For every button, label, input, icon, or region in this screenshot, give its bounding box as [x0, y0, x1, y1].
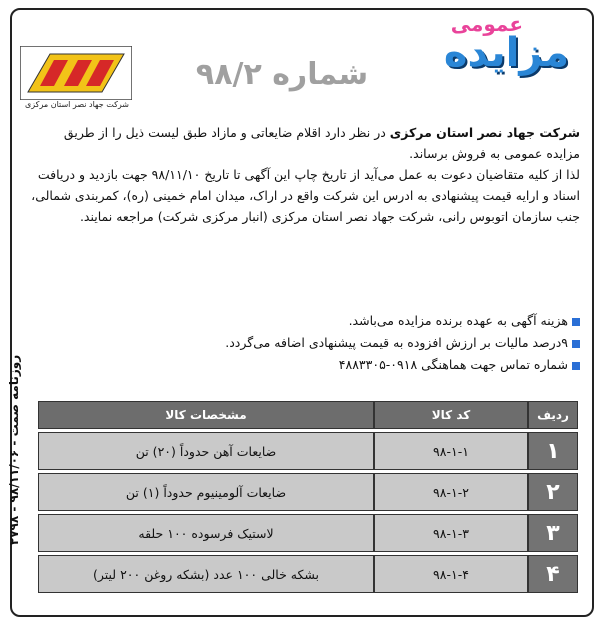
note-ad-cost-text: هزینه آگهی به عهده برنده مزایده می‌باشد.: [348, 313, 568, 328]
item-spec: بشکه خالی ۱۰۰ عدد (بشکه روغن ۲۰۰ لیتر): [38, 555, 374, 593]
table-row: [38, 473, 578, 511]
item-spec: ضایعات آلومینیوم حدوداً (۱) تن: [38, 473, 374, 511]
header-item-code: کد کالا: [374, 401, 528, 429]
intro-paragraph: [28, 122, 580, 164]
auction-badge: [405, 12, 585, 92]
note-phone: [28, 354, 580, 375]
table-row: [38, 432, 578, 470]
row-number: ۴: [528, 555, 578, 593]
bullet-icon: [572, 340, 580, 348]
badge-public: عمومی: [450, 12, 523, 36]
table-header-row: [38, 401, 578, 429]
item-code: ۹۸-۱-۲: [374, 473, 528, 511]
note-phone-text: شماره تماس جهت هماهنگی ۰۹۱۸-۴۸۸۳۳۰۵: [338, 357, 568, 372]
logo-caption: شرکت جهاد نصر استان مرکزی: [25, 100, 129, 109]
header-item-spec: مشخصات کالا: [38, 401, 374, 429]
row-number: ۱: [528, 432, 578, 470]
note-vat: [28, 332, 580, 353]
intro-text: در نظر دارد اقلام ضایعاتی و مازاد طبق لیست ذیل را از طریق مزایده عمومی به فروش برساند.: [63, 125, 580, 161]
invitation-paragraph: لذا از کلیه متقاضیان دعوت به عمل می‌آید از تاریخ چاپ این آگهی تا تاریخ ۹۸/۱۱/۱۰ جهت بازدید و دریافت اسناد و ارایه قیمت پیشنهادی به ادرس این شرکت واقع در اراک، میدان امام خمینی (ره)، کمربندی شمالی، جنب سازمان اتوبوس رانی، شرکت جهاد نصر استان مرکزی (انبار مرکزی شرکت) مراجعه نمایند.: [31, 167, 580, 224]
auction-number-title: شماره ۹۸/۲: [195, 57, 369, 92]
row-number: ۲: [528, 473, 578, 511]
company-logo: [20, 46, 132, 100]
item-code: ۹۸-۱-۳: [374, 514, 528, 552]
header-row-number: ردیف: [528, 401, 578, 429]
item-spec: لاستیک فرسوده ۱۰۰ حلقه: [38, 514, 374, 552]
table-row: [38, 555, 578, 593]
newspaper-reference: روزنامه صمت - ۹۸/۱۱/۰۶ - ۲۷۹۸: [7, 354, 21, 546]
badge-auction: مزایده: [443, 30, 569, 76]
table-row: [38, 514, 578, 552]
items-table: [38, 398, 578, 596]
bullet-icon: [572, 362, 580, 370]
item-code: ۹۸-۱-۱: [374, 432, 528, 470]
item-code: ۹۸-۱-۴: [374, 555, 528, 593]
note-ad-cost: [28, 310, 580, 331]
bullet-icon: [572, 318, 580, 326]
row-number: ۳: [528, 514, 578, 552]
note-vat-text: ۹درصد مالیات بر ارزش افزوده به قیمت پیشنهادی اضافه می‌گردد.: [225, 335, 568, 350]
item-spec: ضایعات آهن حدوداً (۲۰) تن: [38, 432, 374, 470]
company-name: شرکت جهاد نصر استان مرکزی: [389, 125, 580, 140]
